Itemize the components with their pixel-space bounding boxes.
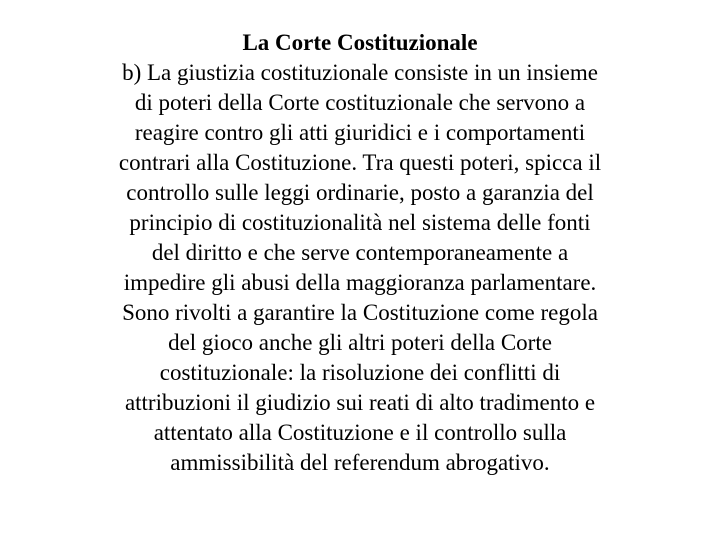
slide-title: La Corte Costituzionale bbox=[242, 30, 478, 55]
body-line: b) La giustizia costituzionale consiste in un insieme bbox=[122, 60, 598, 85]
body-line: del diritto e che serve contemporaneamente a bbox=[151, 240, 569, 265]
body-line: reagire contro gli atti giuridici e i comportamenti bbox=[134, 120, 586, 145]
body-line: del gioco anche gli altri poteri della Corte bbox=[168, 330, 552, 355]
body-line: controllo sulle leggi ordinarie, posto a garanzia del bbox=[126, 180, 594, 205]
body-line: ammissibilità del referendum abrogativo. bbox=[170, 450, 550, 475]
body-line: attribuzioni il giudizio sui reati di alto tradimento e bbox=[124, 390, 596, 415]
body-line: di poteri della Corte costituzionale che servono a bbox=[134, 90, 586, 115]
slide-content bbox=[60, 28, 660, 478]
body-line: Sono rivolti a garantire la Costituzione come regola bbox=[122, 300, 598, 325]
body-line: principio di costituzionalità nel sistema delle fonti bbox=[129, 210, 591, 235]
body-line: contrari alla Costituzione. Tra questi poteri, spicca il bbox=[118, 150, 602, 175]
body-line: costituzionale: la risoluzione dei conflitti di bbox=[159, 360, 561, 385]
body-line: attentato alla Costituzione e il controllo sulla bbox=[153, 420, 567, 445]
body-line: impedire gli abusi della maggioranza parlamentare. bbox=[123, 270, 597, 295]
